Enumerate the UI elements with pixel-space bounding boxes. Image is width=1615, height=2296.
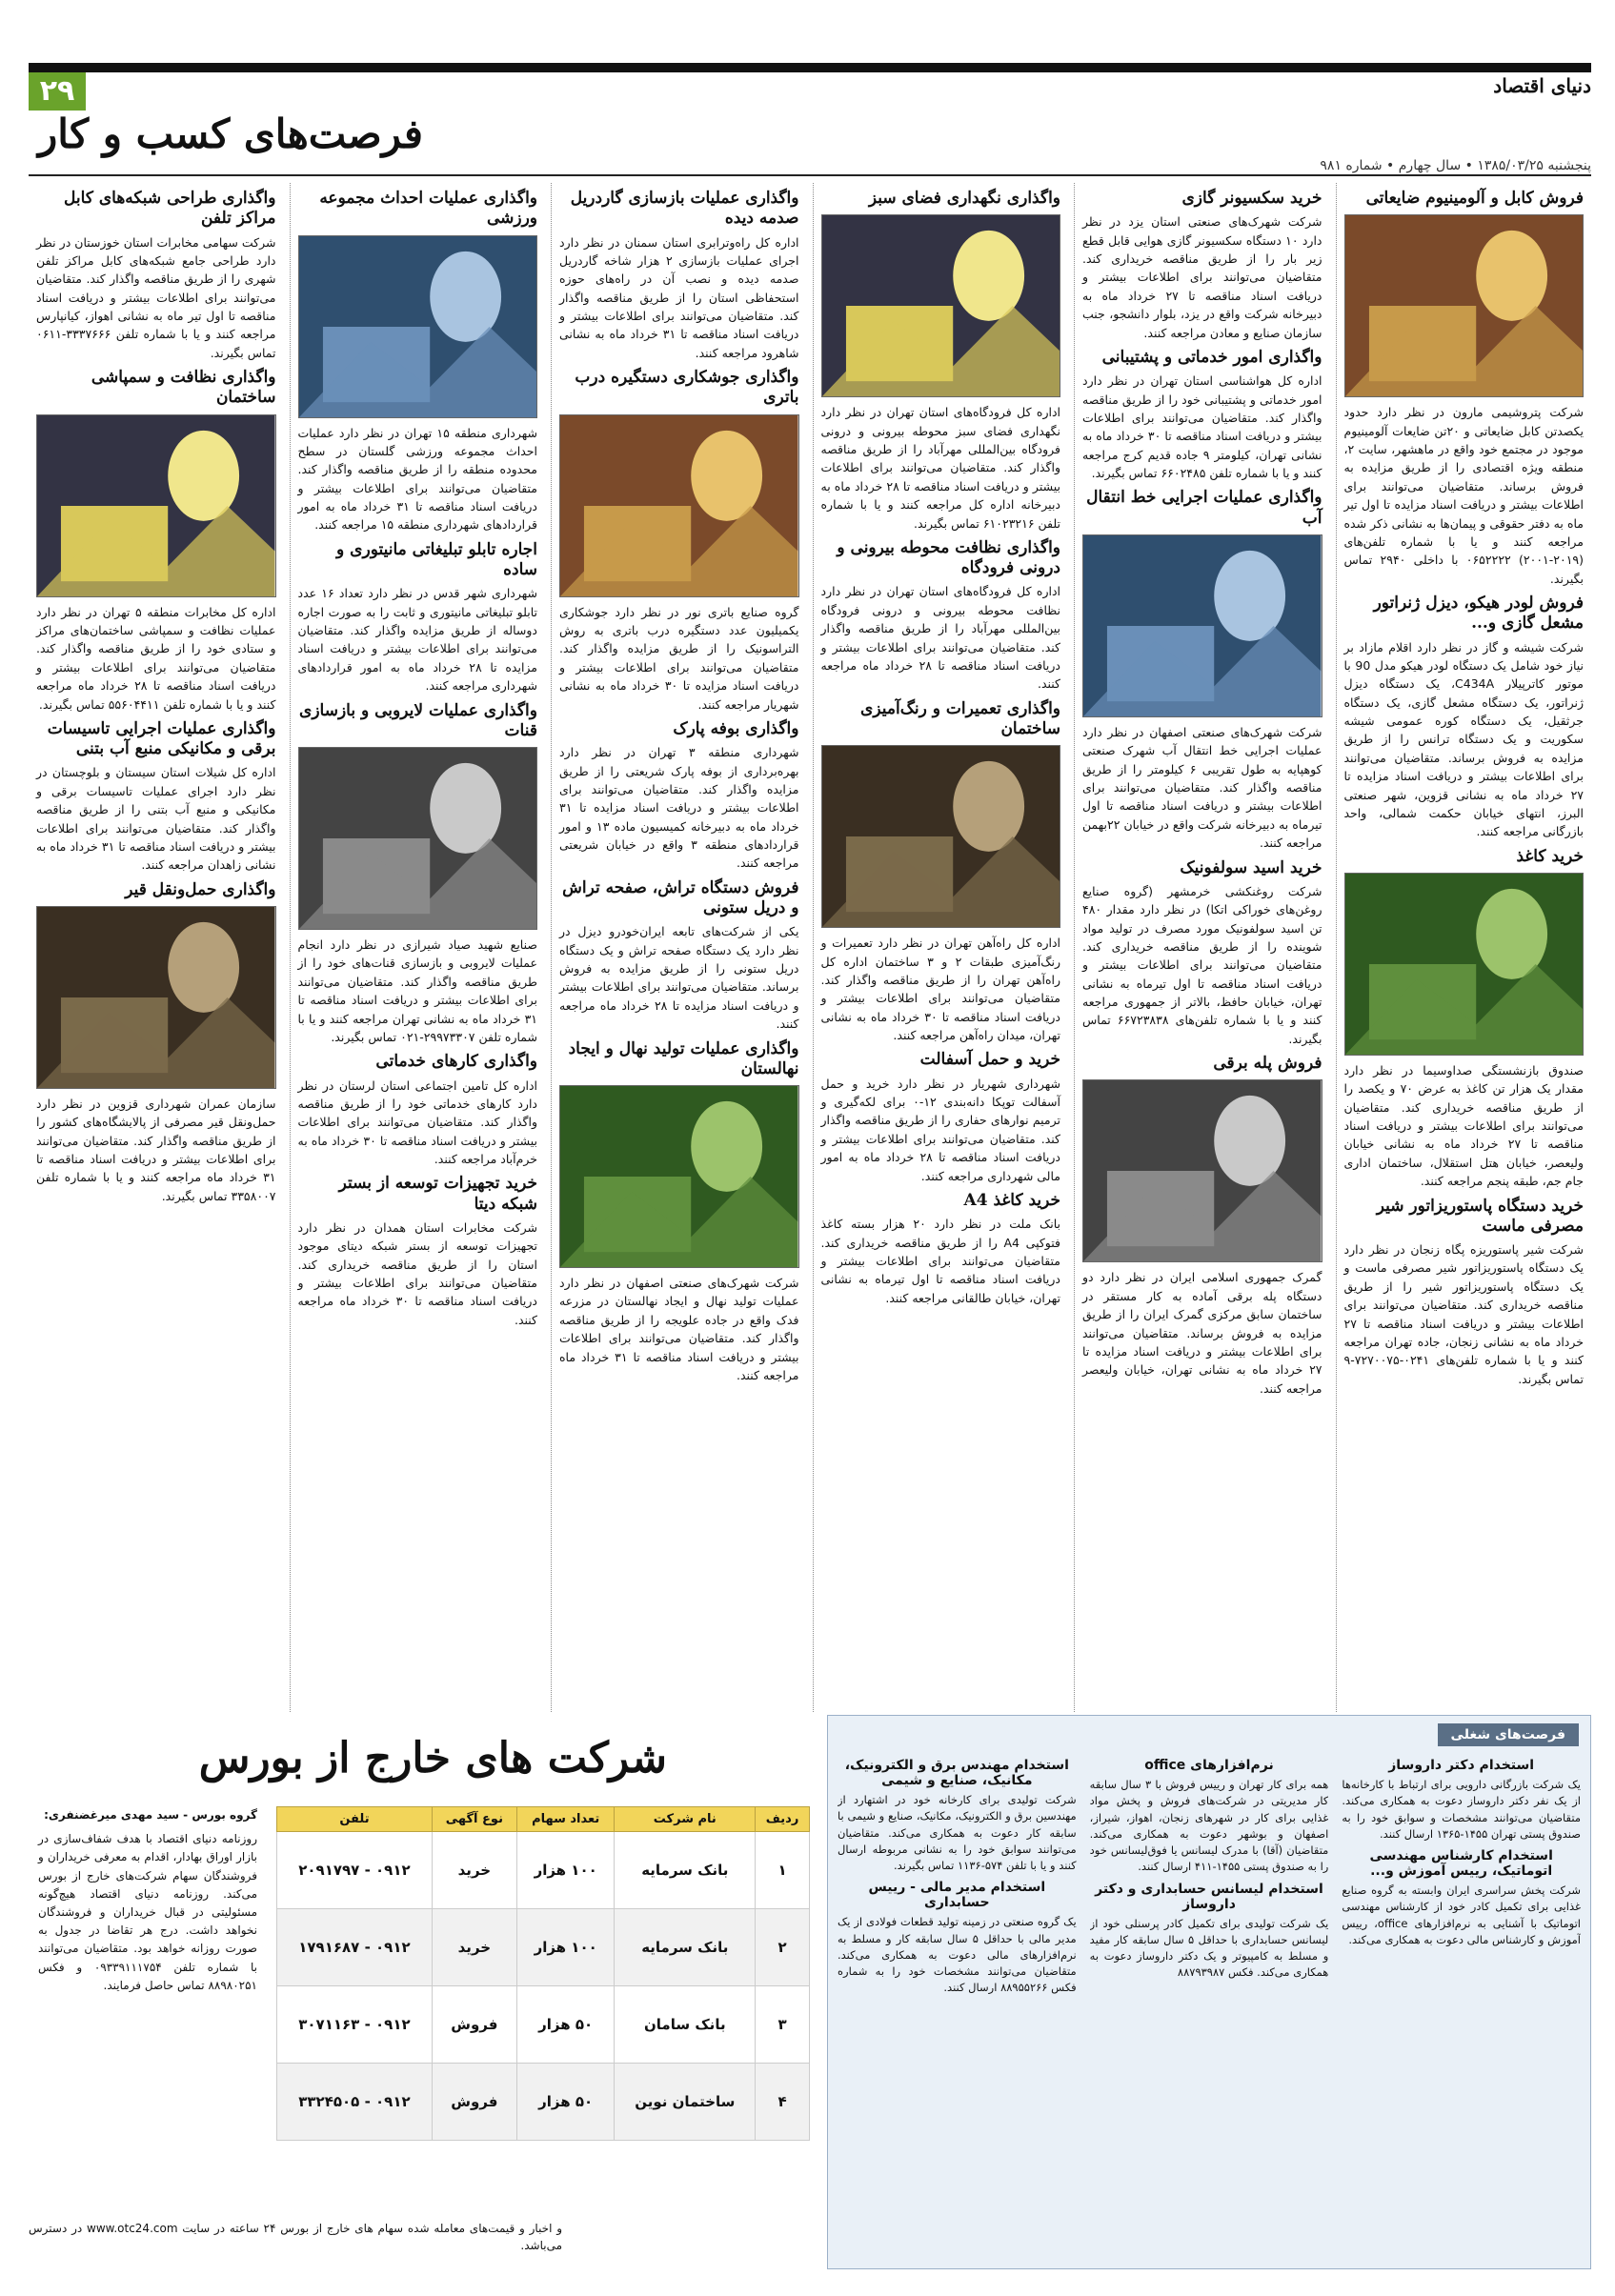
article-title: خرید تجهیزات توسعه از بستر شبکه دیتا	[338, 1174, 537, 1214]
article-body: صندوق بازنشستگی صداوسیما در نظر دارد مقدار یک هزار تن کاغذ به عرض ۷۰ و یکصد را از طریق مناقصه خریداری کند. متقاضیان می‌توانند برای اطلاعات بیشتر و دریافت اسناد مناقصه تا ۲۷ خرداد ماه به نشانی خیابان ولیعصر، خیابان هتل استقلال، ساختمان اداری جام جم، طبقه پنجم مراجعه کنند.	[1343, 1062, 1584, 1189]
article-title: فروش دستگاه تراش، صفحه تراش و دریل ستونی	[562, 877, 799, 917]
article-title: واگذاری کارهای خدماتی	[375, 1052, 537, 1072]
article-photo	[559, 1085, 799, 1268]
bourse-row	[277, 2064, 810, 2141]
job-ad	[1090, 1882, 1329, 1982]
article	[1082, 858, 1322, 1049]
article-body: اداره کل مخابرات منطقه ۵ تهران در نظر دارد عملیات نظافت و سمپاشی ساختمان‌های مراکز و ستادی خود را از طریق مناقصه واگذار کند. متقاضیان می‌توانند برای اطلاعات بیشتر و دریافت اسناد مناقصه تا ۲۸ خرداد ماه مراجعه کنند و یا با شماره تلفن ۵۵۶۰۴۴۱۱ تماس بگیرند.	[36, 604, 276, 712]
articles-grid	[29, 183, 1591, 1712]
article-title: واگذاری حمل‌ونقل قیر	[125, 879, 276, 899]
article-body: اداره کل راه‌وترابری استان سمنان در نظر دارد اجرای عملیات بازسازی ۲ هزار شاخه گاردریل صدمه دیده و نصب آن در راه‌های حوزه استحفاظی استان را از طریق مناقصه واگذار کند. متقاضیان می‌توانند برای اطلاعات بیشتر و دریافت اسناد مناقصه تا ۳۱ خرداد ماه به نشانی شاهرود مراجعه کنند.	[559, 234, 799, 360]
bourse-cell-no: ۳	[756, 1986, 810, 2064]
article	[1082, 348, 1322, 483]
article-title: واگذاری عملیات بازسازی گاردریل صدمه دیده	[570, 189, 799, 229]
article-title: واگذاری تعمیرات و رنگ‌آمیزی ساختمان	[860, 698, 1060, 738]
article-title: واگذاری عملیات اجرایی تاسیسات برقی و مکانیکی منبع آب بتنی	[47, 718, 276, 759]
bourse-cell-type: فروش	[432, 2064, 516, 2141]
bourse-box	[29, 1715, 810, 2267]
bourse-cell-no: ۲	[756, 1909, 810, 1986]
article-body: شهرداری منطقه ۱۵ تهران در نظر دارد عملیات احداث مجموعه ورزشی گلستان در سطح محدوده منطقه را از طریق مناقصه واگذار کند. متقاضیان می‌توانند برای اطلاعات بیشتر و دریافت اسناد مناقصه تا ۳۱ خرداد ماه به امور قراردادهای شهرداری منطقه ۱۵ مراجعه کنند.	[297, 425, 537, 533]
article-title: فروش کابل و آلومینیوم ضایعاتی	[1365, 189, 1584, 208]
bourse-cell-phone: ۰۹۱۲ - ۳۳۲۴۵۰۵	[277, 2064, 433, 2141]
news-column	[290, 183, 546, 1712]
article-photo	[1344, 214, 1585, 397]
job-title: نرم‌افزارهای office	[1144, 1758, 1274, 1773]
bourse-cell-company: بانک سرمایه	[615, 1832, 756, 1909]
jobs-column	[838, 1754, 1077, 2259]
article	[1344, 594, 1585, 841]
job-title: استخدام مهندس برق و الکترونیک، مکانیک، صنایع و شیمی	[844, 1758, 1069, 1788]
job-body: یک گروه صنعتی در زمینه تولید قطعات فولادی از یک مدیر مالی با حداقل ۵ سال سابقه کار و مسلط به نرم‌افزارهای مالی دعوت به همکاری می‌کند. متقاضیان می‌توانند مشخصات خود را به شماره فکس ۸۸۹۵۵۲۶۶ ارسال کنند.	[837, 1915, 1077, 1995]
bourse-row	[277, 1909, 810, 1986]
article-body: شرکت شهرک‌های صنعتی استان یزد در نظر دارد ۱۰ دستگاه سکسیونر گازی هوایی قابل قطع زیر بار را از طریق مناقصه خریداری کند. متقاضیان می‌توانند برای اطلاعات بیشتر و دریافت اسناد مناقصه تا ۲۷ خرداد ماه به دبیرخانه شرکت واقع در یزد، بلوار دانشجو، جنب سازمان صنایع و معادن مراجعه کنند.	[1082, 214, 1322, 340]
job-title: استخدام دکتر داروساز	[1388, 1758, 1535, 1773]
article	[821, 189, 1061, 533]
article-photo	[36, 906, 276, 1089]
article-title: خرید سکسیونر گازی	[1181, 189, 1322, 208]
article-body: اداره کل تامین اجتماعی استان لرستان در نظر دارد کارهای خدماتی خود را از طریق مناقصه واگذار کند. متقاضیان می‌توانند برای اطلاعات بیشتر و دریافت اسناد مناقصه تا ۳۰ خرداد ماه به خرم‌آباد مراجعه کنند.	[297, 1078, 537, 1166]
article	[298, 189, 538, 534]
article-photo	[298, 235, 538, 418]
bourse-intro	[38, 1806, 257, 2001]
job-body: یک شرکت تولیدی برای تکمیل کادر پرسنلی خود از لیسانس حسابداری با حداقل ۵ سال سابقه کار مفید و مسلط به کامپیوتر و یک دکتر داروساز دعوت به همکاری می‌کند. فکس ۸۸۷۹۳۹۸۷	[1089, 1916, 1329, 1980]
article-body: شرکت روغنکشی خرمشهر (گروه صنایع روغن‌های خوراکی اتکا) در نظر دارد مقدار ۴۸۰ تن اسید سولفونیک مورد مصرف در تولید مواد شوینده را از طریق مناقصه خریداری کند. متقاضیان می‌توانند برای اطلاعات بیشتر و دریافت اسناد مناقصه تا اول تیرماه به نشانی تهران، خیابان حافظ، بالاتر از جمهوری مراجعه کنند و یا با شماره تلفن‌های ۶۶۷۲۳۸۳۸ تماس بگیرند.	[1082, 883, 1322, 1046]
jobs-column	[1342, 1754, 1581, 2259]
article-body: شرکت شیر پاستوریزه پگاه زنجان در نظر دارد یک دستگاه پاستوریزاتور شیر مصرفی ماست و یک دستگاه پاستوریزاتور شیر را از طریق مناقصه خریداری کند. متقاضیان می‌توانند برای اطلاعات بیشتر و دریافت اسناد مناقصه تا ۲۷ خرداد ماه به نشانی زنجان، جاده تهران مراجعه کنند و یا با شماره تلفن‌های ۰۲۴۱-۷۲۷۰۰۷۵-۹ تماس بگیرند.	[1343, 1242, 1584, 1386]
article-photo	[298, 747, 538, 930]
bourse-row	[277, 1986, 810, 2064]
article	[298, 540, 538, 695]
bourse-cell-shares: ۵۰ هزار	[516, 2064, 615, 2141]
bourse-cell-type: خرید	[432, 1832, 516, 1909]
bourse-cell-shares: ۱۰۰ هزار	[516, 1909, 615, 1986]
article-title: خرید دستگاه پاستوریزاتور شیر مصرفی ماست	[1376, 1196, 1584, 1236]
article-title: فروش لودر هیکو، دیزل ژنراتور مشعل گازی و...	[1373, 594, 1584, 634]
article-body: اداره کل شیلات استان سیستان و بلوچستان در نظر دارد اجرای عملیات تاسیسات برقی و مکانیکی و منبع آب بتنی را از طریق مناقصه واگذار کند. متقاضیان می‌توانند برای اطلاعات بیشتر و دریافت اسناد مناقصه تا ۳۱ خرداد ماه به نشانی زاهدان مراجعه کنند.	[36, 765, 276, 873]
article	[1344, 847, 1585, 1191]
news-column	[1336, 183, 1592, 1712]
article-photo	[821, 214, 1061, 397]
article-body: صنایع شهید صیاد شیرازی در نظر دارد انجام عملیات لایروبی و بازسازی قنات‌های خود را از طریق مناقصه واگذار کند. متقاضیان می‌توانند برای اطلاعات بیشتر و دریافت اسناد مناقصه تا ۳۱ خرداد ماه به نشانی تهران مراجعه کنند و یا با شماره تلفن ۲۹۹۷۳۳۰۷-۰۲۱ تماس بگیرند.	[297, 937, 537, 1044]
article-title: واگذاری عملیات تولید نهال و ایجاد نهالستان	[568, 1038, 799, 1078]
news-column	[29, 183, 284, 1712]
bourse-table-header	[277, 1807, 810, 1832]
article-title: واگذاری عملیات لایروبی و بازسازی قنات	[299, 700, 537, 740]
article-photo	[1082, 534, 1322, 717]
article	[298, 701, 538, 1047]
jobs-box	[827, 1715, 1591, 2269]
jobs-label: فرصت‌های شغلی	[1438, 1723, 1579, 1746]
article	[1082, 1054, 1322, 1398]
article-body: شرکت شهرک‌های صنعتی اصفهان در نظر دارد عملیات تولید نهال و ایجاد نهالستان در مزرعه فدک واقع در جاده علویجه را از طریق مناقصه واگذار کند. متقاضیان می‌توانند برای اطلاعات بیشتر و دریافت اسناد مناقصه تا ۳۱ خرداد ماه مراجعه کنند.	[559, 1276, 799, 1382]
issue-line: پنجشنبه ۱۳۸۵/۰۳/۲۵ • سال چهارم • شماره ۹۸۱	[1320, 158, 1591, 173]
job-title: استخدام لیسانس حسابداری و دکتر داروساز	[1095, 1881, 1323, 1912]
article	[36, 719, 276, 875]
article	[298, 1174, 538, 1329]
article-title: واگذاری بوفه پارک	[673, 718, 799, 738]
bourse-column-header: نام شرکت	[615, 1807, 756, 1832]
bourse-row	[277, 1832, 810, 1909]
bourse-intro-heading: گروه بورس - سید مهدی میرغضنفری:	[44, 1808, 257, 1822]
job-ad	[1090, 1758, 1329, 1876]
article-photo	[1082, 1079, 1322, 1262]
article-body: شهرداری منطقه ۳ تهران در نظر دارد بهره‌برداری از بوفه پارک شریعتی را از طریق مزایده واگذار کند. متقاضیان می‌توانند برای اطلاعات بیشتر و دریافت اسناد مزایده تا ۳۱ خرداد ماه به دبیرخانه کمیسیون ماده ۱۳ و امور قراردادهای منطقه ۳ واقع در خیابان شریعتی مراجعه کنند.	[559, 745, 799, 871]
article	[821, 538, 1061, 694]
article-photo	[821, 745, 1061, 928]
article	[36, 880, 276, 1206]
bourse-cell-type: خرید	[432, 1909, 516, 1986]
article	[559, 1039, 799, 1385]
bourse-cell-type: فروش	[432, 1986, 516, 2064]
article-body: گروه صنایع باتری نور در نظر دارد جوشکاری یکمیلیون عدد دستگیره درب باتری به روش التراسونیک را از طریق مزایده واگذار کند. متقاضیان می‌توانند برای اطلاعات بیشتر و دریافت اسناد مزایده تا ۳۰ خرداد ماه به نشانی شهریار مراجعه کنند.	[559, 604, 799, 712]
bourse-cell-phone: ۰۹۱۲ - ۲۰۹۱۷۹۷	[277, 1832, 433, 1909]
job-body: همه برای کار تهران و رییس فروش با ۳ سال سابقه کار مدیریتی در شرکت‌های فروش و پخش مواد غذایی برای کار در شهرهای زنجان، اهواز، شیراز، اصفهان و بوشهر دعوت به همکاری می‌کند. متقاضیان (آقا) با مدرک لیسانس یا فوق‌لیسانس خود را به صندوق پستی ۱۴۵۵-۴۱۱ ارسال کنند.	[1089, 1778, 1329, 1874]
article	[821, 1191, 1061, 1307]
article-photo	[1344, 873, 1585, 1056]
article-body: شرکت سهامی مخابرات استان خوزستان در نظر دارد طراحی جامع شبکه‌های کابل مراکز تلفن شهری را از طریق مناقصه واگذار کند. متقاضیان می‌توانند برای اطلاعات بیشتر و دریافت اسناد مناقصه تا اول تیر ماه به نشانی اهواز، کیانپارس مراجعه کنند و یا با شماره تلفن ۳۳۳۷۶۶۶-۰۶۱۱ تماس بگیرند.	[36, 234, 276, 360]
article-title: واگذاری نظافت محوطه بیرونی و درونی فرودگاه	[837, 537, 1060, 578]
job-ad	[838, 1758, 1077, 1874]
bourse-cell-shares: ۱۰۰ هزار	[516, 1832, 615, 1909]
article-body: یکی از شرکت‌های تابعه ایران‌خودرو دیزل در نظر دارد یک دستگاه صفحه تراش و یک دستگاه دریل ستونی را از طریق مزایده به فروش برساند. متقاضیان می‌توانند برای اطلاعات بیشتر و دریافت اسناد مزایده تا ۲۸ خرداد ماه مراجعه کنند.	[559, 924, 799, 1032]
job-body: شرکت پخش سراسری ایران وابسته به گروه صنایع غذایی برای تکمیل کادر خود از کارشناس مهندسی اتوماتیک با آشنایی به نرم‌افزارهای office، رییس آموزش و کارشناس مالی دعوت به همکاری می‌کند.	[1342, 1883, 1581, 1946]
article	[1082, 488, 1322, 852]
article-title: واگذاری نظافت و سمپاشی ساختمان	[91, 368, 276, 408]
article	[821, 699, 1061, 1045]
bourse-cell-company: بانک سرمایه	[615, 1909, 756, 1986]
news-column	[551, 183, 807, 1712]
page-number: ۲۹	[29, 72, 86, 111]
job-ad	[1342, 1848, 1581, 1948]
article-body: اداره کل فرودگاه‌های استان تهران در نظر دارد نظافت محوطه بیرونی و درونی فرودگاه بین‌المللی مهرآباد را از طریق مناقصه واگذار کند. متقاضیان می‌توانند برای اطلاعات بیشتر و دریافت اسناد مناقصه تا ۲۸ خرداد ماه مراجعه کنند.	[820, 584, 1060, 692]
bourse-column-header: تلفن	[277, 1807, 433, 1832]
bourse-cell-no: ۴	[756, 2064, 810, 2141]
article-title: خرید و حمل آسفالت	[919, 1050, 1060, 1070]
job-title: استخدام کارشناس مهندسی اتوماتیک، رییس آموزش و...	[1369, 1848, 1553, 1879]
bourse-cell-shares: ۵۰ هزار	[516, 1986, 615, 2064]
article-title: واگذاری نگهداری فضای سبز	[868, 189, 1060, 208]
article-body: بانک ملت در نظر دارد ۲۰ هزار بسته کاغذ فتوکپی A4 را از طریق مناقصه خریداری کند. متقاضیان می‌توانند برای اطلاعات بیشتر و دریافت اسناد مناقصه تا اول تیرماه به نشانی تهران، خیابان طالقانی مراجعه کنند.	[820, 1217, 1060, 1305]
article	[559, 368, 799, 714]
article-title: اجاره تابلو تبلیغاتی مانیتوری و ساده	[336, 539, 537, 579]
article-title: خرید اسید سولفونیک	[1180, 857, 1322, 877]
article	[36, 189, 276, 362]
top-rule	[29, 63, 1591, 72]
job-ad	[1342, 1758, 1581, 1843]
article	[559, 189, 799, 362]
bourse-cell-company: ساختمان نوین	[615, 2064, 756, 2141]
job-ad	[838, 1880, 1077, 1996]
job-body: یک شرکت بازرگانی دارویی برای ارتباط با کارخانه‌ها از یک نفر دکتر داروساز دعوت به همکاری می‌کند. متقاضیان می‌توانند مشخصات و سوابق خود را به صندوق پستی تهران ۱۴۵۵-۱۳۶۵ ارسال کنند.	[1342, 1778, 1581, 1841]
article	[36, 368, 276, 714]
bourse-title: شرکت های خارج از بورس	[198, 1734, 667, 1782]
article	[559, 719, 799, 873]
bourse-column-header: تعداد سهام	[516, 1807, 615, 1832]
article-body: شهرداری شهر قدس در نظر دارد تعداد ۱۶ عدد تابلو تبلیغاتی مانیتوری و ثابت را به صورت اجاره دوساله از طریق مزایده واگذار کند. متقاضیان می‌توانند برای اطلاعات بیشتر و دریافت اسناد مزایده تا ۲۸ خرداد ماه به امور قراردادهای شهرداری مراجعه کنند.	[297, 586, 538, 694]
article-photo	[36, 414, 276, 597]
bourse-footer: و اخبار و قیمت‌های معامله شده سهام های خارج از بورس ۲۴ ساعته در سایت www.otc24.com در دسترس می‌باشد.	[29, 2222, 563, 2252]
article	[1344, 189, 1585, 588]
article-body: اداره کل راه‌آهن تهران در نظر دارد تعمیرات و رنگ‌آمیزی طبقات ۲ و ۳ ساختمان اداره کل راه‌آهن تهران را از طریق مناقصه واگذار کند. متقاضیان می‌توانند برای اطلاعات بیشتر و دریافت اسناد مناقصه تا ۳۰ خرداد ماه به نشانی تهران، میدان راه‌آهن مراجعه کنند.	[820, 936, 1060, 1042]
article-title: خرید کاغذ	[1516, 846, 1584, 866]
job-title: استخدام مدیر مالی - رییس حسابداری	[868, 1880, 1046, 1911]
article-title: واگذاری عملیات احداث مجموعه ورزشی	[319, 189, 537, 229]
article-body: سازمان عمران شهرداری قزوین در نظر دارد حمل‌ونقل قیر مصرفی از پالایشگاه‌های کشور را از طریق مناقصه واگذار کند. متقاضیان می‌توانند برای اطلاعات بیشتر و دریافت اسناد مناقصه تا ۳۱ خرداد ماه مراجعه کنند و یا با شماره تلفن ۳۳۵۸۰۰۷ تماس بگیرند.	[36, 1096, 276, 1203]
bourse-column-header: ردیف	[756, 1807, 810, 1832]
article-title: واگذاری طراحی شبکه‌های کابل مراکز تلفن	[64, 189, 276, 229]
article	[821, 1050, 1061, 1185]
article-body: گمرک جمهوری اسلامی ایران در نظر دارد دو دستگاه پله برقی آماده به کار مستقر در ساختمان سابق مرکزی گمرک ایران را از طریق مزایده به فروش برساند. متقاضیان می‌توانند برای اطلاعات بیشتر و دریافت اسناد مزایده تا ۲۷ خرداد ماه به نشانی تهران، خیابان ولیعصر مراجعه کنند.	[1082, 1270, 1322, 1396]
article-body: شرکت شیشه و گاز در نظر دارد اقلام مازاد بر نیاز خود شامل یک دستگاه لودر هیکو مدل 90 با موتور کاترپیلار C434A، یک دستگاه دیزل ژنراتور، یک دستگاه مشعل گازی، یک دستگاه جرثقیل، یک دستگاه کوره عمومی شیشه سکوریت و یک دستگاه ترانس را از طریق مزایده به فروش برساند. متقاضیان می‌توانند برای اطلاعات بیشتر و دریافت اسناد مزایده تا ۲۷ خرداد ماه به نشانی قزوین، شهر صنعتی البرز، انتهای خیابان حکمت شمالی، واحد بازرگانی مراجعه کنند.	[1343, 639, 1585, 839]
article-body: شرکت شهرک‌های صنعتی اصفهان در نظر دارد عملیات اجرایی خط انتقال آب شهرک صنعتی کوهپایه به طول تقریبی ۶ کیلومتر را از طریق مناقصه واگذار کند. متقاضیان می‌توانند برای اطلاعات بیشتر و دریافت اسناد مناقصه تا اول تیرماه به دبیرخانه شرکت واقع در خیابان ۲۲بهمن مراجعه کنند.	[1082, 724, 1322, 851]
article	[298, 1052, 538, 1168]
job-body: شرکت تولیدی برای کارخانه خود در اشتهارد از مهندسین برق و الکترونیک، مکانیک، صنایع و شیمی با سابقه کار دعوت به همکاری می‌کند. متقاضیان می‌توانند سوابق خود را به نشانی مربوطه ارسال کنند و یا با تلفن ۵۷۴-۱۱۳۶ تماس بگیرند.	[837, 1793, 1077, 1872]
article-title: فروش پله برقی	[1213, 1054, 1322, 1074]
page-header	[29, 72, 1591, 173]
bottom-section	[29, 1715, 1591, 2267]
article-body: شهرداری شهریار در نظر دارد خرید و حمل آسفالت توپکا دانه‌بندی ۱۲-۰ برای لکه‌گیری و ترمیم نوارهای حفاری را از طریق مناقصه واگذار کند. متقاضیان می‌توانند برای اطلاعات بیشتر و دریافت اسناد مناقصه تا ۲۸ خرداد ماه به امور مالی شهرداری مراجعه کنند.	[820, 1076, 1060, 1183]
jobs-columns	[838, 1754, 1581, 2259]
bourse-cell-phone: ۰۹۱۲ - ۳۰۷۱۱۶۳	[277, 1986, 433, 2064]
article-title: واگذاری امور خدماتی و پشتیبانی	[1101, 347, 1322, 367]
article-title: خرید کاغذ A4	[963, 1190, 1060, 1210]
bourse-column-header: نوع آگهی	[432, 1807, 516, 1832]
jobs-column	[1090, 1754, 1329, 2259]
article-body: اداره کل فرودگاه‌های استان تهران در نظر دارد نگهداری فضای سبز محوطه بیرونی و درونی فرودگاه بین‌المللی مهرآباد را از طریق مناقصه واگذار کند. متقاضیان می‌توانند برای اطلاعات بیشتر و دریافت اسناد مناقصه تا ۲۸ خرداد ماه به دبیرخانه اداره کل مراجعه کنند و یا با شماره تلفن ۶۱۰۲۳۲۱۶ تماس بگیرند.	[820, 405, 1060, 531]
bourse-cell-phone: ۰۹۱۲ - ۱۷۹۱۶۸۷	[277, 1909, 433, 1986]
header-divider	[29, 174, 1591, 176]
section-title: فرصت‌های کسب و کار	[38, 111, 423, 157]
article-body: شرکت پتروشیمی مارون در نظر دارد حدود یکصدتن کابل ضایعاتی و ۲۰تن ضایعات آلومینیوم موجود در مجتمع خود واقع در ماهشهر، سایت ۲، منطقه ویژه اقتصادی را از طریق مزایده به فروش برساند. متقاضیان می‌توانند برای اطلاعات بیشتر و دریافت اسناد مزایده تا اول تیر ماه به دفتر حقوقی و پیمان‌ها به نشانی ذکر شده مراجعه کنند و یا با شماره تلفن‌های (۲۰۱۹-۲۰۰۱) ۰۶۵۲۲۲۲ با داخلی ۲۹۴۰ تماس بگیرند.	[1343, 405, 1585, 586]
news-column	[813, 183, 1069, 1712]
article	[559, 878, 799, 1034]
article	[1082, 189, 1322, 342]
bourse-table	[276, 1806, 810, 2141]
brand-logo: دنیای اقتصاد	[1493, 74, 1591, 97]
bourse-cell-no: ۱	[756, 1832, 810, 1909]
article	[1344, 1197, 1585, 1389]
article-title: واگذاری جوشکاری دستگیره درب باتری	[575, 368, 799, 408]
news-column	[1074, 183, 1330, 1712]
article-body: اداره کل هواشناسی استان تهران در نظر دارد امور خدماتی و پشتیبانی خود را از طریق مناقصه واگذار کند. متقاضیان می‌توانند برای اطلاعات بیشتر و دریافت اسناد مناقصه تا ۳۰ خرداد ماه به نشانی تهران، کیلومتر ۹ جاده قدیم کرج مراجعه کنند و یا با شماره تلفن ۶۶۰۲۴۸۵ تماس بگیرند.	[1082, 373, 1322, 480]
bourse-intro-body: روزنامه دنیای اقتصاد با هدف شفاف‌سازی در بازار اوراق بهادار، اقدام به معرفی خریداران و فروشندگان سهام شرکت‌های خارج از بورس می‌کند. روزنامه دنیای اقتصاد هیچ‌گونه مسئولیتی در قبال خریداران و فروشندگان نخواهد داشت. درج هر تقاضا در جدول به صورت روزانه خواهد بود. متقاضیان می‌توانند با شماره تلفن ۰۹۳۳۹۱۱۱۷۵۴ و فکس ۸۸۹۸۰۲۵۱ تماس حاصل فرمایند.	[38, 1832, 257, 1992]
bourse-cell-company: بانک سامان	[615, 1986, 756, 2064]
article-photo	[559, 414, 799, 597]
article-title: واگذاری عملیات اجرایی خط انتقال آب	[1086, 488, 1322, 528]
article-body: شرکت مخابرات استان همدان در نظر دارد تجهیزات توسعه از بستر شبکه دیتای موجود استان را از طریق مناقصه خریداری کند. متقاضیان می‌توانند برای اطلاعات بیشتر و دریافت اسناد مناقصه تا ۳۰ خرداد ماه مراجعه کنند.	[297, 1219, 537, 1327]
